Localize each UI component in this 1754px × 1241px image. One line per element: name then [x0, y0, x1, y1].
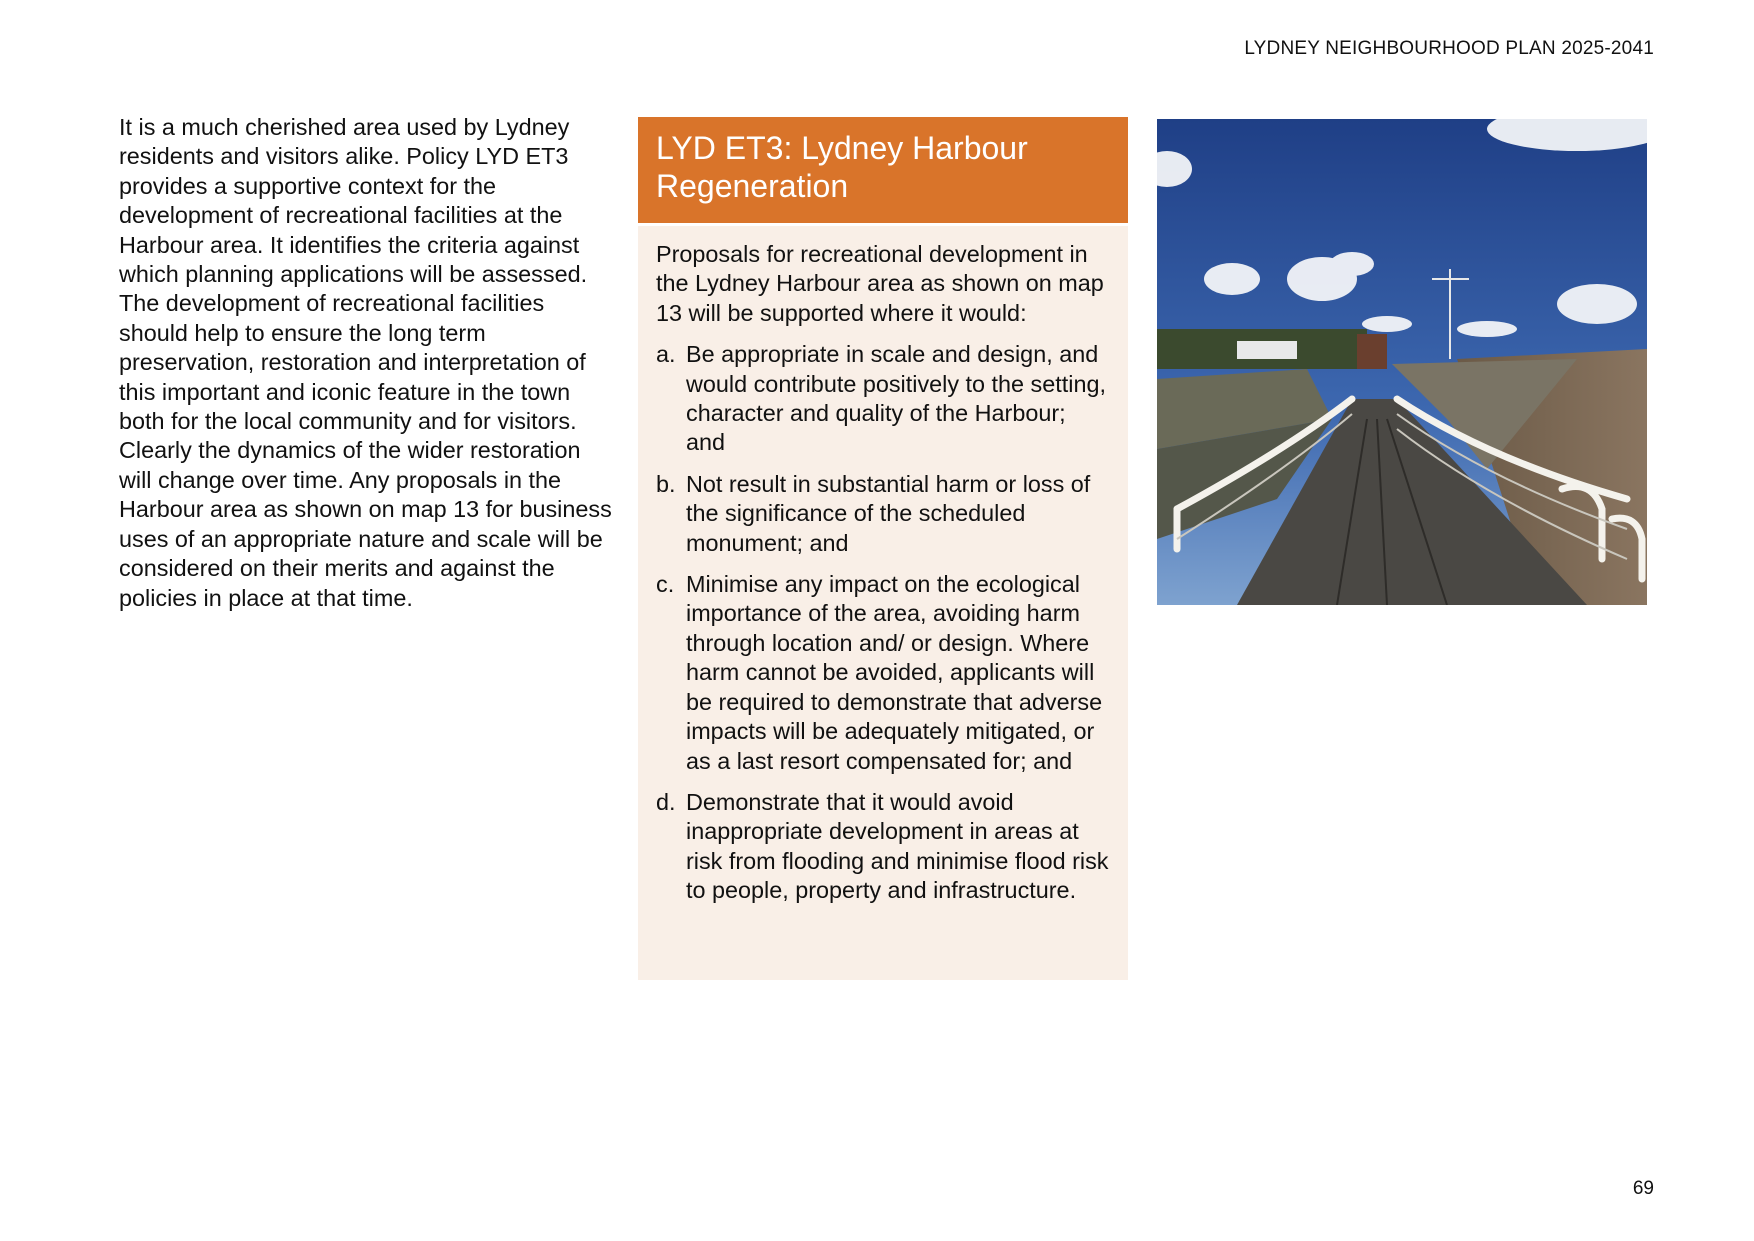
policy-title: LYD ET3: Lydney Harbour Regeneration [638, 117, 1128, 226]
policy-criterion [656, 340, 1110, 458]
page-number: 69 [1632, 1178, 1654, 1199]
policy-criterion [656, 570, 1110, 776]
policy-criteria-list [656, 340, 1110, 905]
policy-box [638, 117, 1128, 980]
criterion-letter: a. [656, 341, 676, 368]
criterion-text: Demonstrate that it would avoid inappropriate development in areas at risk from flooding and minimise flood risk to people, property and infrastructure. [686, 788, 1109, 904]
harbour-photo-illustration [1157, 119, 1647, 605]
running-header: LYDNEY NEIGHBOURHOOD PLAN 2025-2041 [1244, 38, 1654, 59]
policy-criterion [656, 470, 1110, 558]
policy-body [638, 226, 1128, 906]
criterion-letter: d. [656, 788, 676, 815]
harbour-photo [1157, 119, 1647, 605]
criterion-text: Not result in substantial harm or loss of the significance of the scheduled monument; and [686, 470, 1091, 556]
criterion-text: Minimise any impact on the ecological importance of the area, avoiding harm through location and/ or design. Where harm cannot be avoided, applicants will be required to demonstrate that adverse impacts will be adequately mitigated, or as a last resort compensated for; and [686, 571, 1103, 774]
criterion-letter: b. [656, 470, 676, 497]
criterion-letter: c. [656, 571, 675, 598]
policy-criterion [656, 788, 1110, 906]
intro-paragraph: It is a much cherished area used by Lydney residents and visitors alike. Policy LYD ET3 provides a supportive context for the development of recreational facilities at the Harbour area. It identifies the criteria against which planning applications will be assessed. The development of recreational facilities should help to ensure the long term preservation, restoration and interpretation of this important and iconic feature in the town both for the local community and for visitors. Clearly the dynamics of the wider restoration will change over time. Any proposals in the Harbour area as shown on map 13 for business uses of an appropriate nature and scale will be considered on their merits and against the policies in place at that time. [119, 114, 612, 611]
policy-lead: Proposals for recreational development in the Lydney Harbour area as shown on map 13 will be supported where it would: [656, 241, 1104, 326]
criterion-text: Be appropriate in scale and design, and would contribute positively to the setting, character and quality of the Harbour; and [686, 341, 1106, 456]
